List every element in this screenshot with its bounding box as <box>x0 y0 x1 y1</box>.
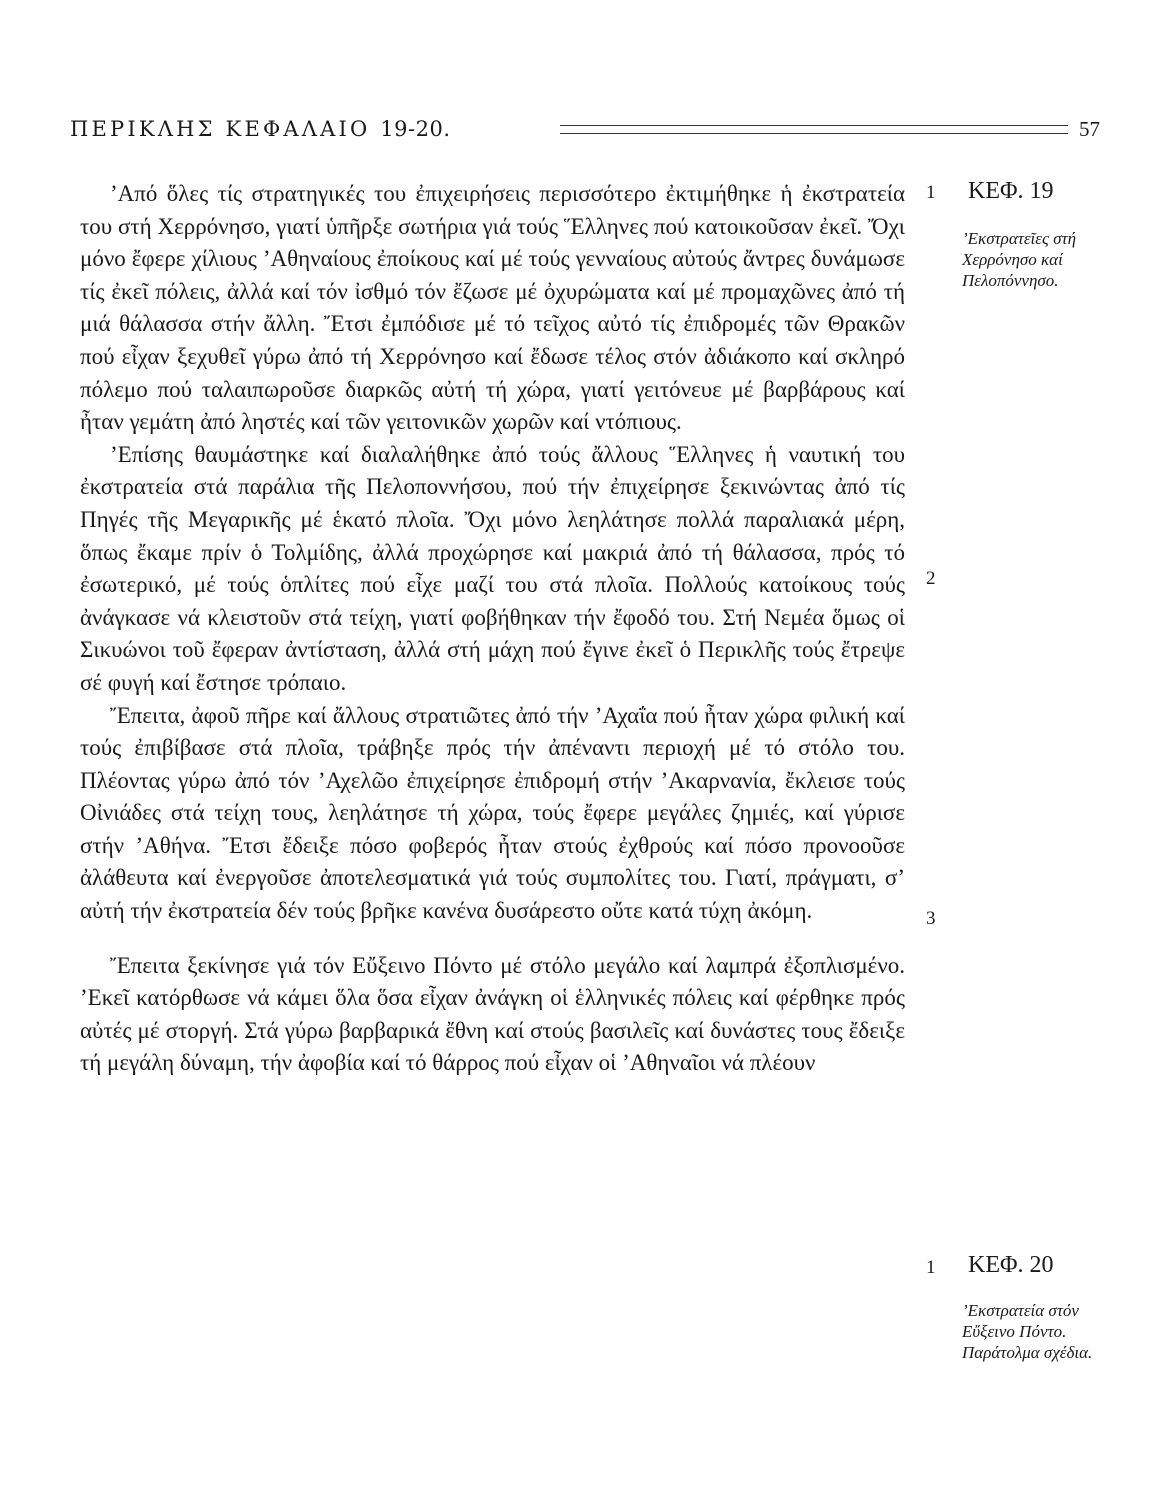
chapter-label-19: ΚΕΦ. 19 <box>968 178 1054 204</box>
running-title <box>70 114 455 144</box>
paragraph-3: Ἔπειτα, ἀφοῦ πῆρε καί ἄλλους στρατιῶτες ἀπό τήν ’Αχαΐα πού ἦταν χώρα φιλική καί τούς ἐπιβίβασε στά πλοῖα, τράβηξε πρός τήν ἀπέναντι περιοχή μέ τό στόλο του. Πλέοντας γύρω ἀπό τόν ’Αχελῶο ἐπιχείρησε ἐπιδρομή στήν ’Ακαρνανία, ἔκλεισε τούς Οἰνιάδες στά τείχη τους, λεηλάτησε τή χώρα, τούς ἔφερε μεγάλες ζημιές, καί γύρισε στήν ’Αθήνα. Ἔτσι ἔδειξε πόσο φοβερός ἦταν στούς ἐχθρούς καί πόσο προνοοῦσε ἀλάθευτα καί ἐνεργοῦσε ἀποτελεσματικά γιά τούς συμπολίτες του. Γιατί, πράγματι, σ’ αὐτή τήν ἐκστρατεία δέν τούς βρῆκε κανένα δυσάρεστο οὔτε κατά τύχη ἀκόμη. <box>80 702 905 924</box>
page-number: 57 <box>1079 117 1100 141</box>
paragraph-1: ’Από ὅλες τίς στρατηγικές του ἐπιχειρήσεις περισσότερο ἐκτιμήθηκε ἡ ἐκστρατεία του στή Χερρόνησο, γιατί ὑπῆρξε σωτήρια γιά τούς Ἕλληνες πού κατοικοῦσαν ἐκεῖ. Ὄχι μόνο ἔφερε χίλιους ’Αθηναίους ἐποίκους καί μέ τούς γενναίους αὐτούς ἄντρες δυνάμωσε τίς ἐκεῖ πόλεις, ἀλλά καί τόν ἰσθμό τόν ἔζωσε μέ ὀχυρώματα καί μέ προμαχῶνες ἀπό τή μιά θάλασσα στήν ἄλλη. Ἔτσι ἐμπόδισε μέ τό τεῖχος αὐτό τίς ἐπιδρομές τῶν Θρακῶν πού εἶχαν ξεχυθεῖ γύρω ἀπό τή Χερρόνησο καί ἔδωσε τέλος στόν ἀδιάκοπο καί σκληρό πόλεμο πού ταλαιπωροῦσε διαρκῶς αὐτή τή χώρα, γιατί γειτόνευε μέ βαρβάρους καί ἦταν γεμάτη ἀπό ληστές καί τῶν γειτονικῶν χωρῶν καί ντόπιους. <box>80 181 905 435</box>
margin-number-ch19-3: 3 <box>926 908 936 929</box>
book-title: ΠΕΡΙΚΛΗΣ ΚΕΦΑΛΑΙΟ <box>70 117 371 141</box>
chapter-gap <box>80 928 905 950</box>
header-double-rule <box>560 125 1068 134</box>
page-header <box>70 114 1100 146</box>
main-text-column <box>80 178 905 1080</box>
side-note-ch19: ’Εκστρατεῖες στή Χερρόνησο καί Πελοπόννησο. <box>962 229 1077 290</box>
side-note-ch20: ’Εκστρατεία στόν Εὔξεινο Πόντο. Παράτολμα σχέδια. <box>962 1301 1093 1362</box>
chapter-label-20: ΚΕΦ. 20 <box>968 1252 1054 1278</box>
chapter-range: 19-20. <box>380 117 451 141</box>
margin-number-ch19-1: 1 <box>926 182 936 203</box>
margin-number-ch19-2: 2 <box>926 568 936 589</box>
paragraph-2: ’Επίσης θαυμάστηκε καί διαλαλήθηκε ἀπό τούς ἄλλους Ἕλληνες ἡ ναυτική του ἐκστρατεία στά παράλια τῆς Πελοποννήσου, πού τήν ἐπιχείρησε ξεκινώντας ἀπό τίς Πηγές τῆς Μεγαρικῆς μέ ἑκατό πλοῖα. Ὄχι μόνο λεηλάτησε πολλά παραλιακά μέρη, ὅπως ἔκαμε πρίν ὁ Τολμίδης, ἀλλά προχώρησε καί μακριά ἀπό τή θάλασσα, πρός τό ἐσωτερικό, μέ τούς ὁπλίτες πού εἶχε μαζί του στά πλοῖα. Πολλούς κατοίκους τούς ἀνάγκασε νά κλειστοῦν στά τείχη, γιατί φοβήθηκαν τήν ἔφοδό του. Στή Νεμέα ὅμως οἱ Σικυώνοι τοῦ ἔφεραν ἀντίσταση, ἀλλά στή μάχη πού ἔγινε ἐκεῖ ὁ Περικλῆς τούς ἔτρεψε σέ φυγή καί ἔστησε τρόπαιο. <box>80 441 905 695</box>
margin-number-ch20-1: 1 <box>926 1257 936 1278</box>
paragraph-4: Ἔπειτα ξεκίνησε γιά τόν Εὔξεινο Πόντο μέ στόλο μεγάλο καί λαμπρά ἐξοπλισμένο. ’Εκεῖ κατόρθωσε νά κάμει ὅλα ὅσα εἶχαν ἀνάγκη οἱ ἑλληνικές πόλεις καί φέρθηκε πρός αὐτές μέ στοργή. Στά γύρω βαρβαρικά ἔθνη καί στούς βασιλεῖς καί δυνάστες τους ἔδειξε τή μεγάλη δύναμη, τήν ἀφοβία καί τό θάρρος πού εἶχαν οἱ ’Αθηναῖοι νά πλέουν <box>80 952 905 1076</box>
